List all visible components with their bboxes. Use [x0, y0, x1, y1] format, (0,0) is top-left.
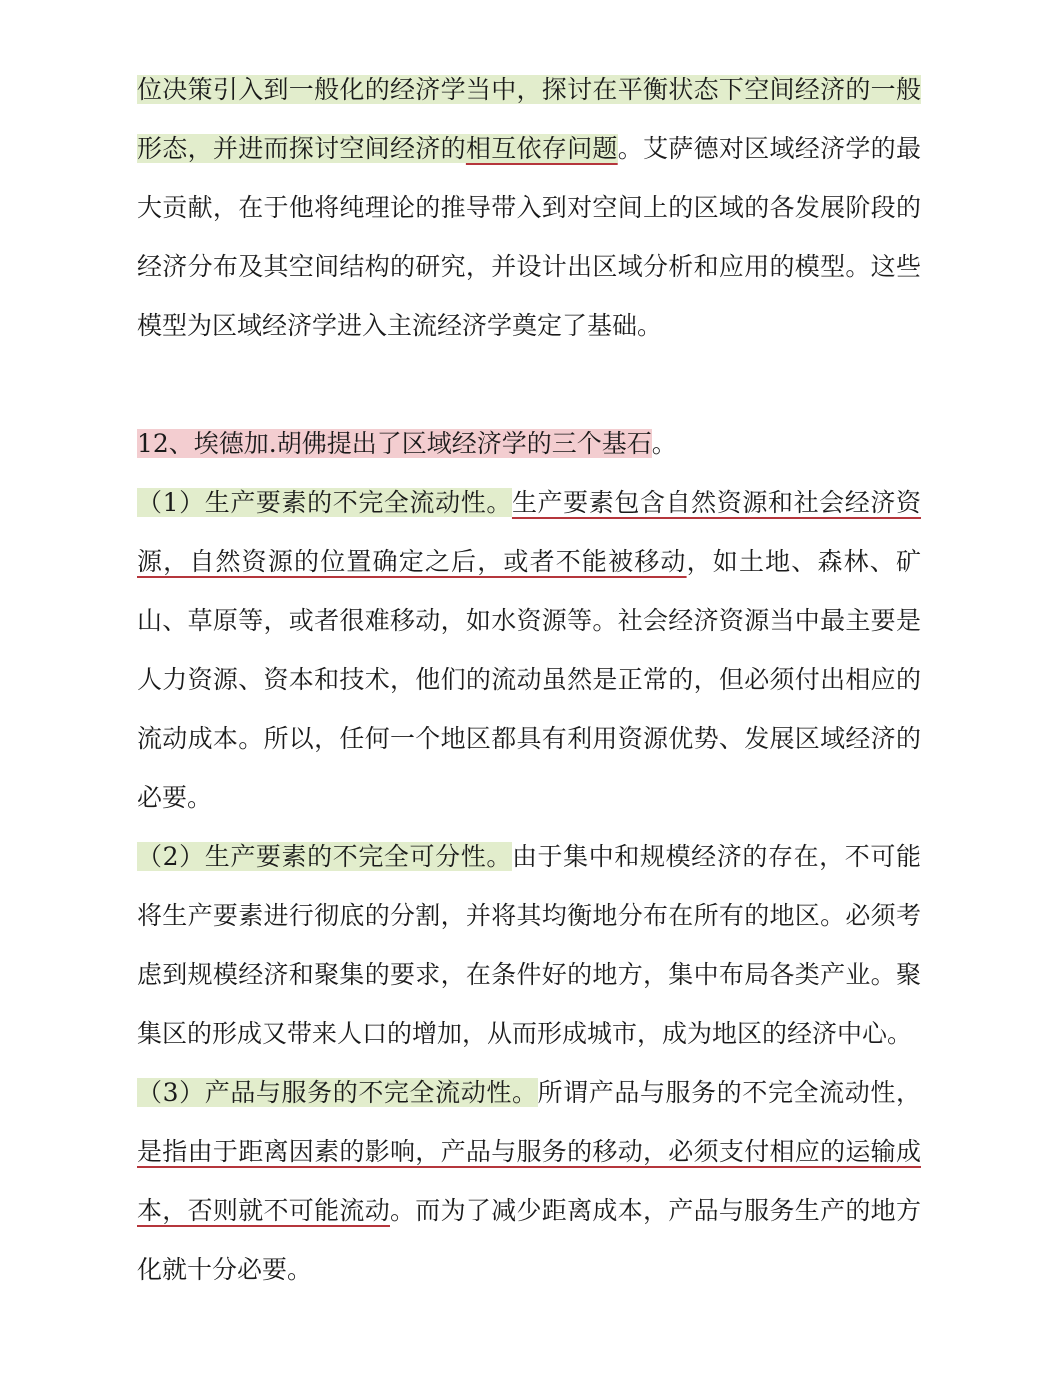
item-3-body: 。而为了减少距离成本，产品与服务生产的地方化就十分必要。 [137, 1196, 921, 1284]
intro-rest: 。艾萨德对区域经济学的最大贡献，在于他将纯理论的推导带入到对空间上的区域的各发展阶段的经济分布及其空间结构的研究，并设计出区域分析和应用的模型。这些模型为区域经济学进入主流经济学奠定了基础。 [137, 134, 921, 340]
item-1-body: ，如土地、森林、矿山、草原等，或者很难移动，如水资源等。社会经济资源当中最主要是人力资源、资本和技术，他们的流动虽然是正常的，但必须付出相应的流动成本。所以，任何一个地区都具有利用资源优势、发展区域经济的必要。 [137, 547, 921, 812]
paragraph-gap [137, 355, 921, 414]
item-3-underline: 是指由于距离因素的影响，产品与服务的移动，必须支付相应的运输成本，否则就不可能流动 [137, 1137, 921, 1225]
item-2-paragraph [137, 827, 921, 1063]
item-2-body: 由于集中和规模经济的存在，不可能将生产要素进行彻底的分割，并将其均衡地分布在所有的地区。必须考虑到规模经济和聚集的要求，在条件好的地方，集中布局各类产业。聚集区的形成又带来人口的增加，从而形成城市，成为地区的经济中心。 [137, 842, 921, 1048]
heading-tail: 。 [651, 429, 677, 458]
heading-highlight: 12、埃德加.胡佛提出了区域经济学的三个基石 [137, 429, 652, 458]
item-1-underline: 生产要素包含自然资源和社会经济资源，自然资源的位置确定之后，或者不能被移动 [137, 488, 921, 576]
intro-highlight: 位决策引入到一般化的经济学当中，探讨在平衡状态下空间经济的一般形态，并进而探讨空间经济的 [137, 75, 921, 163]
intro-underline: 相互依存问题 [465, 134, 618, 163]
item-3-paragraph [137, 1063, 921, 1299]
item-3-title: （3）产品与服务的不完全流动性。 [137, 1078, 538, 1107]
item-2-title: （2）生产要素的不完全可分性。 [137, 842, 512, 871]
item-3-lead: 所谓产品与服务的不完全流动性， [537, 1078, 921, 1107]
section-heading [137, 414, 921, 473]
item-1-paragraph [137, 473, 921, 827]
intro-paragraph [137, 60, 921, 355]
item-1-title: （1）生产要素的不完全流动性。 [137, 488, 512, 517]
